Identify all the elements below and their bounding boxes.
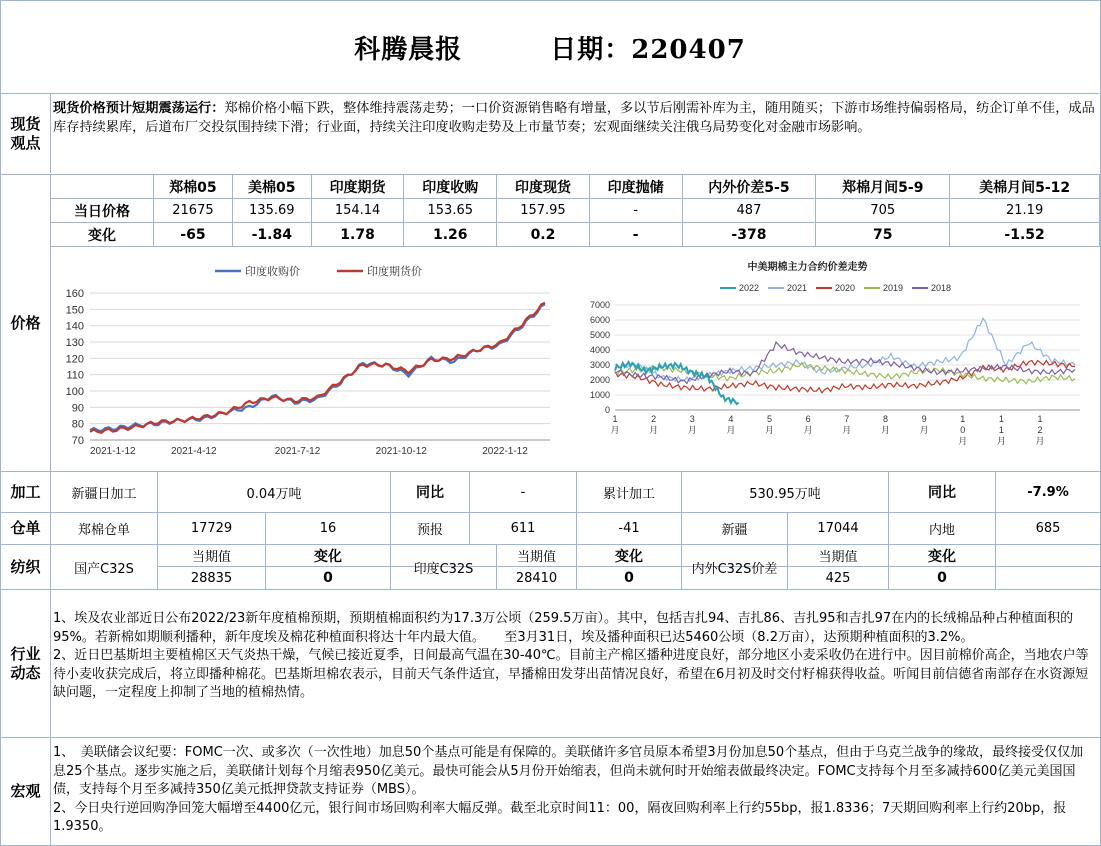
y-tick-label: 4000 <box>589 345 610 355</box>
section-industry-label <box>1 590 51 737</box>
macro-news-item: 2、今日央行逆回购净回笼大幅增至4400亿元，银行间市场回购利率大幅反弹。截至北京时间11：00，隔夜回购利率上行约55bp，报1.8336；7天期回购利率上行约20bp，报1.9350。 <box>53 800 1067 834</box>
y-tick-label: 160 <box>65 288 84 300</box>
warehouse-cell-c5: 611 <box>470 513 577 544</box>
x-tick-label: 月 <box>996 436 1006 446</box>
processing-yoy-label: 同比 <box>391 472 470 512</box>
india-chg-value: 0 <box>577 567 682 589</box>
price-cell: 21.19 <box>950 199 1100 223</box>
spread-chg-value: 0 <box>889 567 996 589</box>
x-tick-label: 1 <box>998 425 1004 435</box>
domestic-cur-value: 28835 <box>158 567 266 589</box>
warehouse-cell-c9: 内地 <box>889 513 996 544</box>
x-tick-label: 月 <box>765 425 775 435</box>
price-col-header: 印度收购 <box>404 175 497 199</box>
processing-yoy2-value: -7.9% <box>1027 484 1069 500</box>
x-tick-label: 月 <box>842 425 852 435</box>
report-title: 科腾晨报 <box>354 34 463 65</box>
price-cell: 1.26 <box>404 223 497 247</box>
x-tick-label: 3 <box>689 414 695 424</box>
y-tick-label: 6000 <box>589 315 610 325</box>
domestic-cur-label: 当期值 <box>158 545 266 566</box>
cn-us-spread-chart <box>580 255 1095 465</box>
spread-c32s-label: 内外C32S价差 <box>682 545 788 589</box>
y-tick-label: 5000 <box>589 330 610 340</box>
x-tick-label: 月 <box>649 425 659 435</box>
cn-us-spread-chart-svg <box>580 255 1095 465</box>
x-tick-label: 月 <box>610 425 620 435</box>
domestic-chg-value: 0 <box>266 567 391 589</box>
industry-news-item: 2、近日巴基斯坦主要植棉区天气炎热干燥，气候已接近夏季，日间最高气温在30-40℃。目前主产棉区播种进度良好，部分地区小麦采收仍在进行中。因目前棉价高企，当地农户等待小麦收获完成后，将立即播种棉花。巴基斯坦棉农表示，目前天气条件适宜，早播棉田发芽出苗情况良好，希望在6月初及时交付籽棉获得收益。听闻目前信德省南部存在水资源短缺问题，一定程度上抑制了当地的植棉热情。 <box>53 648 1089 700</box>
x-tick-label: 月 <box>1035 436 1045 446</box>
report-date: 日期：220407 <box>550 34 746 65</box>
y-tick-label: 7000 <box>589 300 610 310</box>
section-processing-label: 加工 <box>1 472 51 512</box>
x-tick-label: 0 <box>960 425 966 435</box>
price-row-label: 变化 <box>51 223 154 247</box>
legend-label: 2021 <box>787 283 808 293</box>
series-line-buy <box>90 304 545 431</box>
macro-news <box>53 744 1096 837</box>
spot-view-text <box>53 100 1095 137</box>
x-tick-label: 2021-1-12 <box>90 446 136 457</box>
x-tick-label: 1 <box>960 414 966 424</box>
price-col-header: 美棉月间5-12 <box>950 175 1100 199</box>
legend-label: 2020 <box>835 283 856 293</box>
processing-yoy2-label: 同比 <box>889 472 996 512</box>
price-col-header: 印度期货 <box>311 175 404 199</box>
y-tick-label: 80 <box>71 418 84 431</box>
spread-cur-label: 当期值 <box>788 545 889 566</box>
price-col-header: 郑棉月间5-9 <box>816 175 950 199</box>
legend-label: 2022 <box>739 283 760 293</box>
series-line-fut <box>90 303 545 433</box>
spot-view-heading: 现货价格预计短期震荡运行： <box>53 101 225 116</box>
y-tick-label: 90 <box>71 402 84 415</box>
y-tick-label: 120 <box>65 353 84 366</box>
warehouse-cell-c2: 17729 <box>158 513 266 544</box>
price-row-label: 当日价格 <box>51 199 154 223</box>
price-col-header: 印度现货 <box>497 175 590 199</box>
spot-label-line: 现货 <box>10 114 41 133</box>
x-tick-label: 2021-4-12 <box>170 446 217 457</box>
y-tick-label: 100 <box>65 386 84 398</box>
india-price-chart <box>55 255 560 465</box>
cum-processing-label: 累计加工 <box>577 472 682 512</box>
spread-chg-label: 变化 <box>889 545 996 566</box>
report-header <box>1 1 1099 94</box>
industry-news-item: 1、埃及农业部近日公布2022/23新年度植棉预期，预期植棉面积约为17.3万公顷（259.5万亩）。其中，包括吉扎94、吉扎86、吉扎95和吉扎97在内的长绒棉品种占种植面积的95%。若新棉如期顺利播种，新年度埃及棉花种植面积将达十年内最大值。 至3月31日，埃及播种面积已达5460公顷（8.2万亩），达预期种植面积的3.2%。 <box>53 611 1074 645</box>
y-tick-label: 1000 <box>589 390 610 400</box>
x-tick-label: 5 <box>767 414 773 424</box>
x-tick-label: 2022-1-12 <box>482 446 528 457</box>
x-tick-label: 8 <box>882 414 888 424</box>
y-tick-label: 0 <box>604 405 610 415</box>
warehouse-cell-c10: 685 <box>1035 521 1061 536</box>
y-tick-label: 3000 <box>589 360 610 370</box>
y-tick-label: 150 <box>65 304 84 317</box>
price-cell: 153.65 <box>404 199 497 223</box>
price-cell: -1.52 <box>950 223 1100 247</box>
macro-news-item: 1、 美联储会议纪要：FOMC一次、或多次（一次性地）加息50个基点可能是有保障的。美联储许多官员原本希望3月份加息50个基点，但由于乌克兰战争的缘故，最终接受仅仅加息25个基点。逐步实施之后，美联储计划每个月缩表950亿美元。最快可能会从5月份开始缩表，但尚未就何时开始缩表做最终决定。FOMC支持每个月至多减持600亿美元美国国债，支持每个月至多减持350亿美元抵押贷款支持证券（MBS）。 <box>53 745 1084 797</box>
india-cur-label: 当期值 <box>497 545 577 566</box>
price-cell: 135.69 <box>232 199 311 223</box>
price-table <box>50 174 1100 247</box>
price-col-header: 郑棉05 <box>154 175 233 199</box>
spot-label-line: 观点 <box>10 133 41 152</box>
price-cell: 487 <box>682 199 816 223</box>
section-warehouse-label: 仓单 <box>1 513 51 544</box>
chart2-legend <box>720 283 951 293</box>
industry-label-line: 动态 <box>10 663 41 682</box>
legend-label: 印度期货价 <box>367 266 422 278</box>
legend-label: 印度收购价 <box>245 266 300 278</box>
y-tick-label: 110 <box>66 369 84 382</box>
price-cell: -1.84 <box>232 223 311 247</box>
chart1-legend <box>215 264 422 278</box>
india-chg-label: 变化 <box>577 545 682 566</box>
x-tick-label: 月 <box>803 425 813 435</box>
y-tick-label: 130 <box>65 337 84 349</box>
x-tick-label: 月 <box>919 425 929 435</box>
industry-news <box>53 610 1096 703</box>
chart2-title: 中美期棉主力合约价差走势 <box>747 262 868 273</box>
price-cell: 75 <box>816 223 950 247</box>
india-cur-value: 28410 <box>497 567 577 589</box>
domestic-c32s-label: 国产C32S <box>51 545 158 589</box>
section-macro-label: 宏观 <box>1 738 51 845</box>
x-tick-label: 2 <box>1037 425 1043 435</box>
price-cell: 1.78 <box>311 223 404 247</box>
x-tick-label: 1 <box>612 414 618 424</box>
x-tick-label: 月 <box>687 425 697 435</box>
x-tick-label: 9 <box>921 414 927 424</box>
warehouse-cell-c4: 预报 <box>391 513 470 544</box>
daily-processing-label: 新疆日加工 <box>51 472 158 512</box>
spread-cur-value: 425 <box>788 567 889 589</box>
price-col-header: 印度抛储 <box>589 175 682 199</box>
price-cell: -65 <box>154 223 233 247</box>
x-tick-label: 2021-7-12 <box>274 446 321 457</box>
warehouse-cell-c7: 新疆 <box>682 513 788 544</box>
processing-yoy-value: - <box>470 472 577 512</box>
x-tick-label: 月 <box>880 425 890 435</box>
india-price-chart-svg <box>55 255 560 465</box>
price-col-header: 内外价差5-5 <box>682 175 816 199</box>
price-cell: 705 <box>816 199 950 223</box>
legend-label: 2018 <box>931 283 952 293</box>
price-cell: -378 <box>682 223 816 247</box>
section-spinning-label: 纺织 <box>1 545 51 589</box>
price-col-header: 美棉05 <box>232 175 311 199</box>
price-cell: 154.14 <box>311 199 404 223</box>
warehouse-cell-c6: -41 <box>577 513 682 544</box>
price-cell: 0.2 <box>497 223 590 247</box>
warehouse-cell-c8: 17044 <box>788 513 889 544</box>
section-spot-label <box>1 94 51 173</box>
warehouse-cell-c3: 16 <box>266 513 391 544</box>
price-cell: - <box>589 223 682 247</box>
section-price-label: 价格 <box>1 175 51 471</box>
domestic-chg-label: 变化 <box>266 545 391 566</box>
cum-processing-value: 530.95万吨 <box>682 472 889 512</box>
industry-label-line: 行业 <box>10 644 41 663</box>
price-cell: - <box>589 199 682 223</box>
x-tick-label: 2021-10-12 <box>375 446 427 457</box>
x-tick-label: 2 <box>651 414 657 424</box>
x-tick-label: 月 <box>726 425 736 435</box>
warehouse-cell-c1: 郑棉仓单 <box>51 513 158 544</box>
x-tick-label: 7 <box>844 414 850 424</box>
x-tick-label: 6 <box>805 414 811 424</box>
price-cell: 21675 <box>154 199 233 223</box>
x-tick-label: 1 <box>998 414 1004 424</box>
india-c32s-label: 印度C32S <box>391 545 497 589</box>
legend-label: 2019 <box>883 283 904 293</box>
x-tick-label: 1 <box>1037 414 1043 424</box>
y-tick-label: 70 <box>71 435 84 447</box>
price-cell: 157.95 <box>497 199 590 223</box>
x-tick-label: 月 <box>958 436 968 446</box>
spot-view-body: 郑棉价格小幅下跌，整体维持震荡走势；一口价资源销售略有增量，多以节后刚需补库为主，随用随买；下游市场维持偏弱格局，纺企订单不佳，成品库存持续累库，后道布厂交投氛围持续下滑；行业面，持续关注印度收购走势及上市量节奏；宏观面继续关注俄乌局势变化对金融市场影响。 <box>53 101 1095 135</box>
y-tick-label: 2000 <box>589 375 610 385</box>
x-tick-label: 4 <box>728 414 734 424</box>
daily-processing-value: 0.04万吨 <box>158 472 391 512</box>
y-tick-label: 140 <box>65 320 84 333</box>
